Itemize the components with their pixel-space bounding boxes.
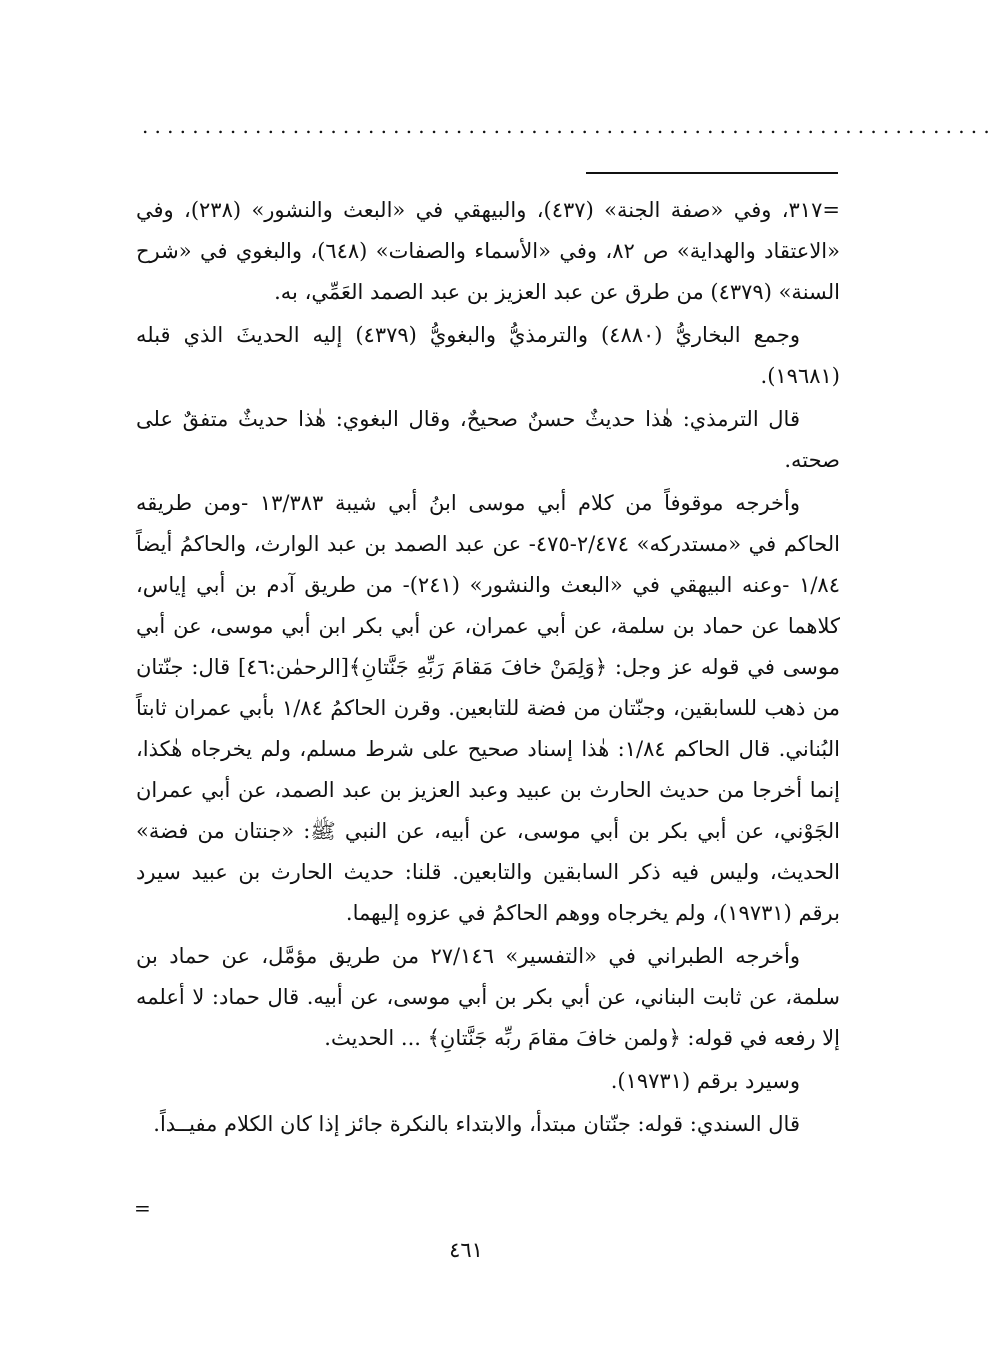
footnote-paragraph-7: قال السندي: قوله: جنّتان مبتدأ، والابتداء بالنكرة جائز إذا كان الكلام مفيــداً.: [153, 1112, 800, 1136]
footnote-paragraph-5: وأخرجه الطبراني في «التفسير» ٢٧/١٤٦ من طريق مؤمَّل، عن حماد بن سلمة، عن ثابت البناني، عن أبي بكر بن أبي موسى، عن أبيه. قال حماد: لا أعلمه إلا رفعه في قوله: ﴿ولمن خافَ مقامَ ربِّه جَنَّتانِ﴾ ... الحديث.: [136, 944, 840, 1050]
dotted-rule: ....................................................................: [142, 114, 996, 138]
footnote-body: [136, 190, 840, 1145]
continuation-mark: =: [134, 1196, 151, 1220]
footnote-paragraph-2: وجمع البخاريُّ (٤٨٨٠) والترمذيُّ والبغويُّ (٤٣٧٩) إليه الحديثَ الذي قبله (١٩٦٨١).: [136, 323, 840, 388]
footnote-paragraph-1: =٣١٧، وفي «صفة الجنة» (٤٣٧)، والبيهقي في «البعث والنشور» (٢٣٨)، وفي «الاعتقاد والهداية» ص ٨٢، وفي «الأسماء والصفات» (٦٤٨)، والبغوي في «شرح السنة» (٤٣٧٩) من طرق عن عبد العزيز بن عبد الصمد العَمِّي، به.: [136, 198, 840, 304]
footnote-paragraph-3: قال الترمذي: هٰذا حديثٌ حسنٌ صحيحٌ، وقال البغوي: هٰذا حديثٌ متفقٌ على صحته.: [136, 407, 840, 472]
page-number: ٤٦١: [449, 1238, 483, 1262]
footnote-paragraph-6: وسيرد برقم (١٩٧٣١).: [610, 1069, 800, 1093]
footnote-separator: [586, 172, 838, 174]
footnote-paragraph-4: وأخرجه موقوفاً من كلام أبي موسى ابنُ أبي شيبة ١٣/٣٨٣ -ومن طريقه الحاكم في «مستدركه» ٢/٤٧٤-٤٧٥- عن عبد الصمد بن عبد الوارث، والحاكمُ أيضاً ١/٨٤ -وعنه البيهقي في «البعث والنشور» (٢٤١)- من طريق آدم بن أبي إياس، كلاهما عن حماد بن سلمة، عن أبي عمران، عن أبي بكر ابن أبي موسى، عن أبي موسى في قوله عز وجل: ﴿وَلِمَنْ خافَ مَقامَ رَبِّهِ جَنَّتانِ﴾[الرحمٰن:٤٦] قال: جنّتان من ذهب للسابقين، وجنّتان من فضة للتابعين. وقرن الحاكمُ ١/٨٤ بأبي عمران ثابتاً البُناني. قال الحاكم ١/٨٤: هٰذا إسناد صحيح على شرط مسلم، ولم يخرجاه هٰكذا، إنما أخرجا من حديث الحارث بن عبيد وعبد العزيز بن عبد الصمد، عن أبي عمران الجَوْني، عن أبي بكر بن أبي موسى، عن أبيه، عن النبي ﷺ: «جنتان من فضة» الحديث، وليس فيه ذكر السابقين والتابعين. قلنا: حديث الحارث بن عبيد سيرد برقم (١٩٧٣١)، ولم يخرجاه ووهم الحاكمُ في عزوه إليهما.: [136, 491, 840, 925]
